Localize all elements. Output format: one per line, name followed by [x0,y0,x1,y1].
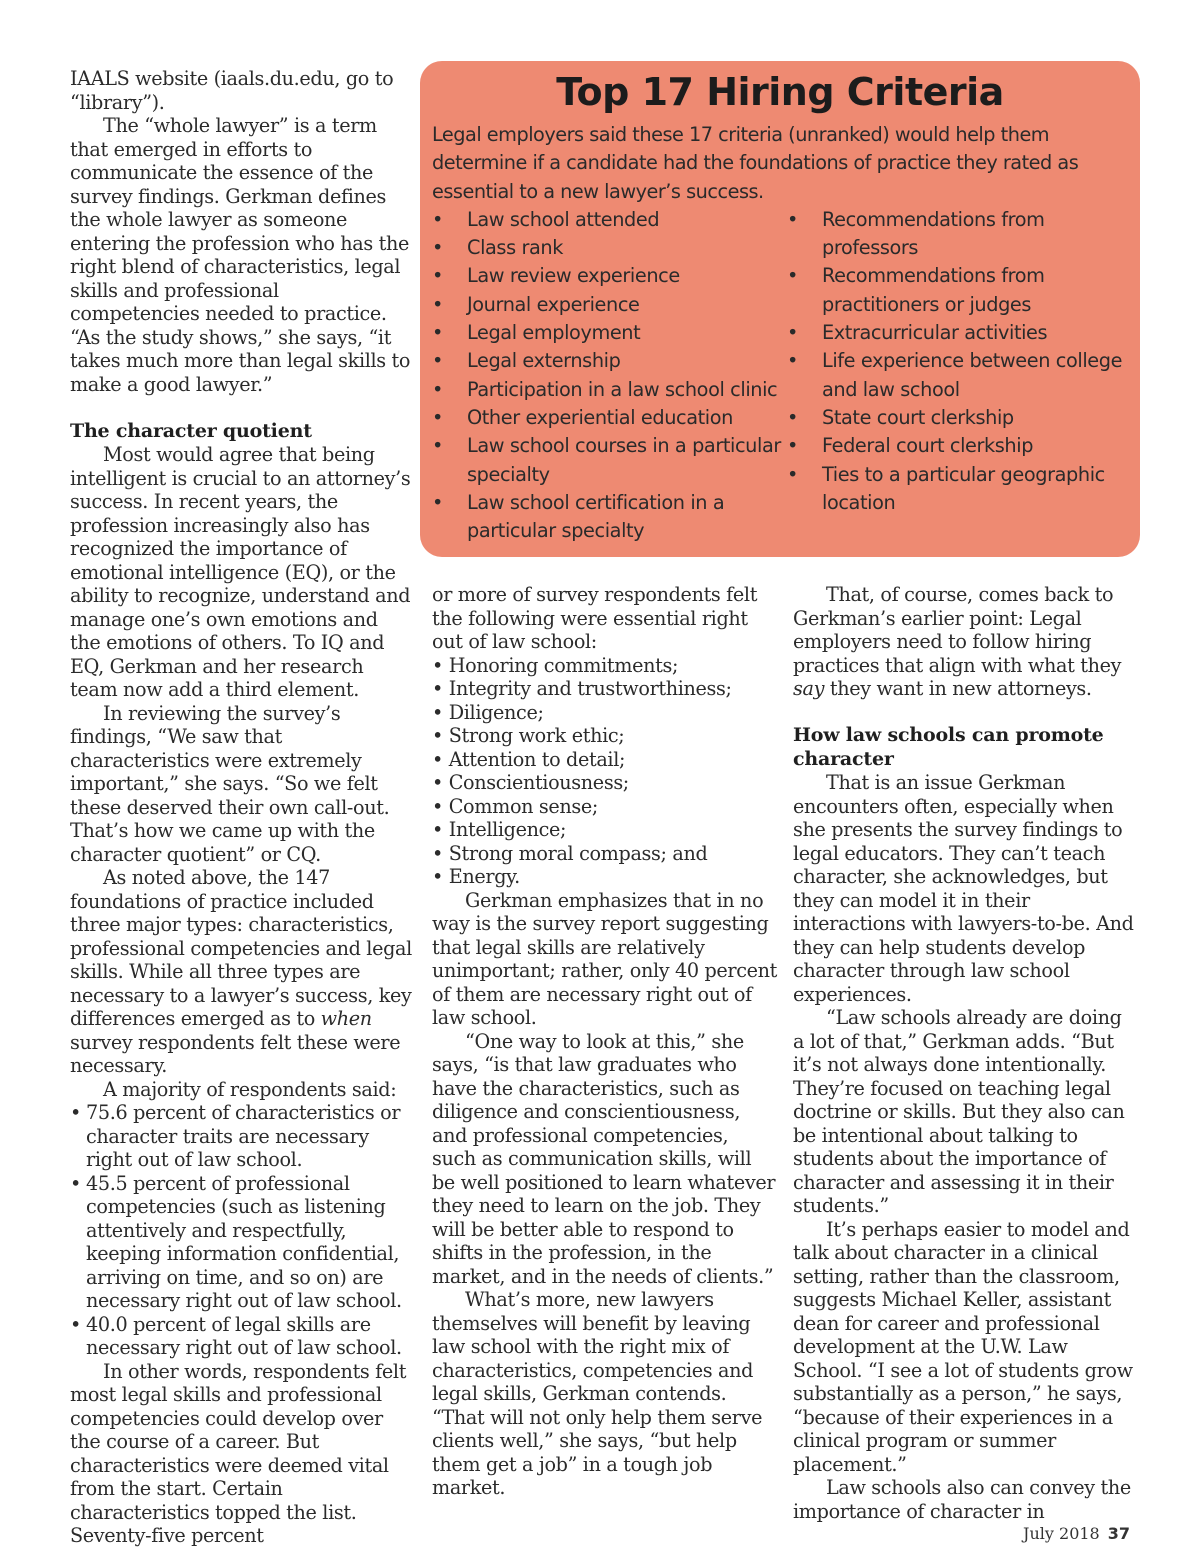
paragraph: Gerkman emphasizes that in no way is the survey report suggesting that legal skills are relatively unimportant; rather, only 40 percent of them are necessary right out of law school. [432,888,778,1029]
criteria-item: • Extracurricular activities [787,319,1127,347]
list-item: • Common sense; [432,795,777,819]
criteria-item: • Journal experience [432,291,787,319]
list-item: • Honoring commitments; [432,654,777,678]
criteria-item: • Legal externship [432,347,787,375]
criteria-item: • Law school courses in a particular specialty [432,432,787,489]
traits-list [432,654,777,889]
list-item: • Intelligence; [432,818,777,842]
criteria-item: • Ties to a particular geographic location [787,461,1127,518]
criteria-list-left [432,206,787,546]
list-item: • Conscientiousness; [432,771,777,795]
criteria-item: • Life experience between college and law school [787,347,1127,404]
paragraph: The “whole lawyer” is a term that emerged in efforts to communicate the essence of the survey findings. Gerkman defines the whole lawyer as someone entering the profession who has the right blend of characteristics, legal skills and professional competencies needed to practice. “As the study shows,” she says, “it takes much more than legal skills to make a good lawyer.” [70,114,411,396]
paragraph: In other words, respondents felt most legal skills and professional competencies could develop over the course of a career. But characteristics were deemed vital from the start. Certain characteristics topped the list. Seventy-five percent [70,1359,407,1547]
paragraph: It’s perhaps easier to model and talk about character in a clinical setting, rather than the classroom, suggests Michael Keller, assistant dean for career and professional development at the U.W. Law School. “I see a lot of students grow substantially as a person,” he says, “because of their experiences in a clinical program or summer placement.” [793,1217,1133,1476]
paragraph: or more of survey respondents felt the following were essential right out of law school: [432,583,758,653]
paragraph: That, of course, comes back to Gerkman’s earlier point: Legal employers need to follow hiring practices that align with what they say they want in new attorneys. [793,583,1122,700]
paragraph: “One way to look at this,” she says, “is that law graduates who have the characteristics, such as diligence and conscientiousness, and professional competencies, such as communication skills, will be well positioned to learn whatever they need to learn on the job. They will be better able to respond to shifts in the profession, in the market, and in the needs of clients.” [432,1029,776,1288]
sidebar-intro: Legal employers said these 17 criteria (unranked) would help them determine if a candidate had the foundations of practice they rated as essential to a new lawyer’s success. [432,123,1079,203]
paragraph: In reviewing the survey’s findings, “We saw that characteristics were extremely important,” she says. “So we felt these deserved their own call-out. That’s how we came up with the character quotient” or CQ. [70,701,390,866]
criteria-item: • Other experiential education [432,404,787,432]
list-item: • Strong moral compass; and [432,842,777,866]
paragraph: IAALS website (iaals.du.edu, go to “library”). [70,67,394,114]
list-item: • Integrity and trustworthiness; [432,677,777,701]
criteria-item: • Class rank [432,234,787,262]
criteria-item: • Participation in a law school clinic [432,376,787,404]
paragraph: Most would agree that being intelligent is crucial to an attorney’s success. In recent years, the profession increasingly also has recognized the importance of emotional intelligence (EQ), or the ability to recognize, understand and manage one’s own emotions and the emotions of others. To IQ and EQ, Gerkman and her research team now add a third element. [70,443,411,701]
page-footer [1023,1524,1130,1543]
emphasis: say [793,677,825,700]
list-item: • Strong work ethic; [432,724,777,748]
paragraph: Law schools also can convey the importance of character in [793,1476,1131,1523]
criteria-item: • Law review experience [432,262,787,290]
stats-list [70,1101,412,1360]
criteria-item: • Federal court clerkship [787,432,1127,460]
sidebar-title: Top 17 Hiring Criteria [556,70,1004,114]
issue-date: July 2018 [1023,1524,1100,1543]
list-item: • Attention to detail; [432,748,777,772]
section-heading: The character quotient [70,419,312,442]
section-heading: How law schools can promote character [793,724,1104,770]
criteria-item: • Law school attended [432,206,787,234]
paragraph: A majority of respondents said: [103,1077,397,1101]
criteria-lists [432,206,1128,546]
list-item: • 40.0 percent of legal skills are necessary right out of law school. [70,1313,412,1360]
criteria-item: • Recommendations from practitioners or judges [787,262,1127,319]
article-column-1 [70,67,412,1548]
list-item: • Diligence; [432,701,777,725]
criteria-list-right [787,206,1127,546]
criteria-item: • Law school certification in a particular specialty [432,489,787,546]
paragraph: “Law schools already are doing a lot of that,” Gerkman adds. “But it’s not always done intentionally. They’re focused on teaching legal doctrine or skills. But they also can be intentional about talking to students about the importance of character and assessing it in their students.” [793,1006,1125,1217]
hiring-criteria-sidebar [420,61,1140,557]
page-number: 37 [1107,1524,1130,1543]
list-item: • 75.6 percent of characteristics or character traits are necessary right out of law school. [70,1101,412,1172]
paragraph: As noted above, the 147 foundations of practice included three major types: characteristics, professional competencies and legal skills. While all three types are necessary to a lawyer’s success, key differences emerged as to when survey respondents felt these were necessary. [70,866,412,1077]
emphasis: when [320,1007,372,1030]
criteria-item: • Legal employment [432,319,787,347]
article-column-2 [432,583,777,1500]
list-item: • 45.5 percent of professional competencies (such as listening attentively and respectfully, keeping information confidential, arriving on time, and so on) are necessary right out of law school. [70,1172,412,1313]
paragraph: What’s more, new lawyers themselves will benefit by leaving law school with the right mix of characteristics, competencies and legal skills, Gerkman contends. “That will not only help them serve clients well,” she says, “but help them get a job” in a tough job market. [432,1288,763,1499]
article-column-3 [793,583,1135,1523]
list-item: • Energy. [432,865,777,889]
paragraph: That is an issue Gerkman encounters often, especially when she presents the survey findings to legal educators. They can’t teach character, she acknowledges, but they can model it in their interactions with lawyers-to-be. And they can help students develop character through law school experiences. [793,771,1134,1006]
criteria-item: • State court clerkship [787,404,1127,432]
criteria-item: • Recommendations from professors [787,206,1127,263]
